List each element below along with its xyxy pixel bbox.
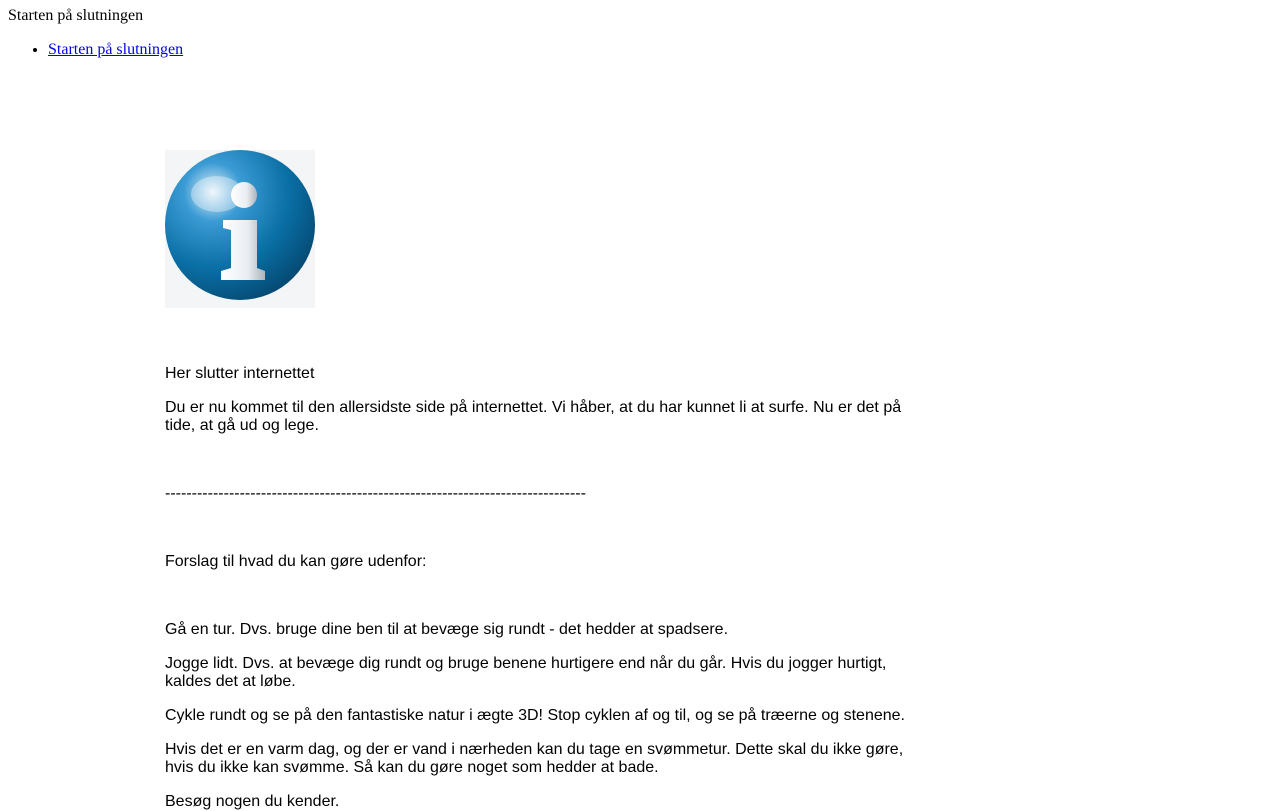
info-icon [165,150,315,308]
nav-list [8,41,183,59]
page-heading: Her slutter internettet [165,365,315,382]
suggestion-item: Gå en tur. Dvs. bruge dine ben til at bevæge sig rundt - det hedder at spadsere. [165,621,729,638]
intro-text: Du er nu kommet til den allersidste side på internettet. Vi håber, at du har kunnet li at surfe. Nu er det på tide, at gå ud og lege. [165,399,902,434]
nav-item [48,41,183,59]
suggestion-item: Jogge lidt. Dvs. at bevæge dig rundt og bruge benene hurtigere end når du går. Hvis du jogger hurtigt, kaldes det at løbe. [165,655,887,690]
suggestion-item: Hvis det er en varm dag, og der er vand i nærheden kan du tage en svømmetur. Dette skal du ikke gøre, hvis du ikke kan svømme. Så kan du gøre noget som hedder at bade. [165,741,904,776]
site-title: Starten på slutningen [8,7,144,24]
info-icon-graphic [165,150,315,308]
suggestion-item: Besøg nogen du kender. [165,793,340,810]
suggestions-title: Forslag til hvad du kan gøre udenfor: [165,553,427,570]
nav-link-start[interactable]: Starten på slutningen [48,41,184,58]
main-content [165,150,910,810]
suggestion-item: Cykle rundt og se på den fantastiske natur i ægte 3D! Stop cyklen af og til, og se på træerne og stenene. [165,707,905,724]
divider: ------------------------------------------------------------------------------- [165,485,586,502]
